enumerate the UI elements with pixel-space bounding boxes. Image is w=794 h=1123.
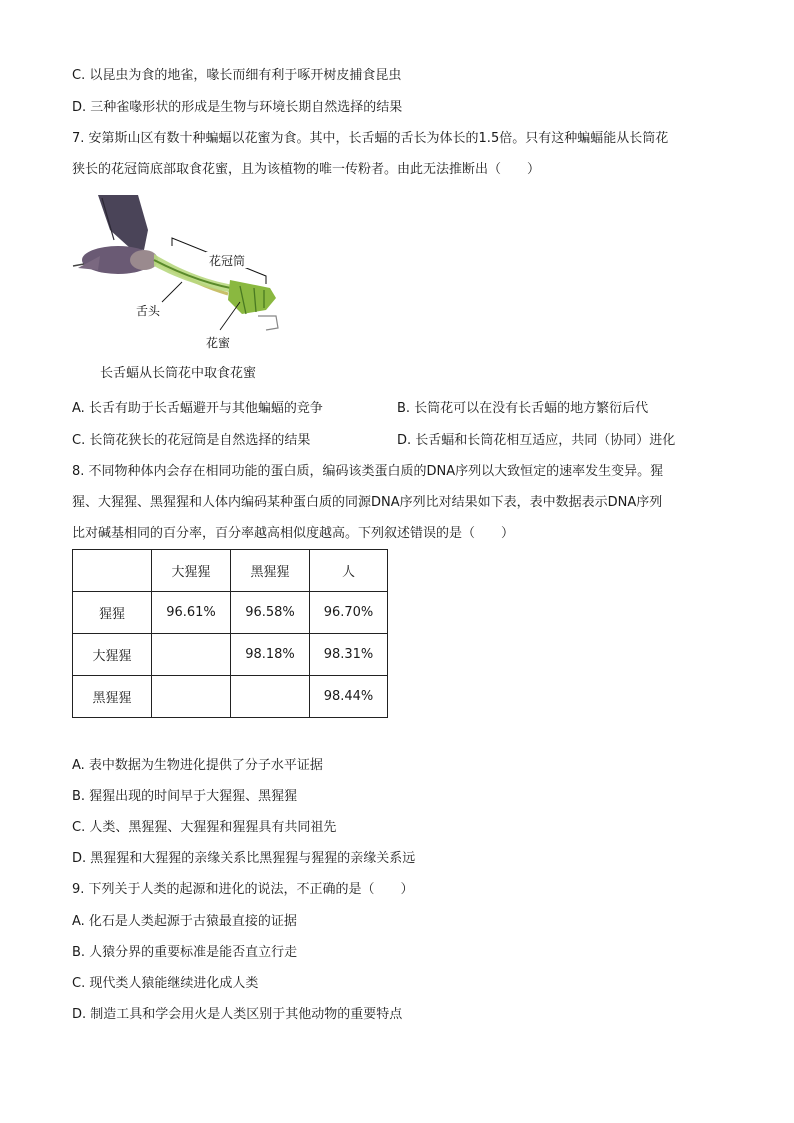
bat-flower-illustration — [70, 190, 290, 355]
table-cell: 98.31% — [310, 634, 388, 676]
q8-option-c: C. 人类、黑猩猩、大猩猩和猩猩具有共同祖先 — [72, 820, 337, 835]
q8-option-d: D. 黑猩猩和大猩猩的亲缘关系比黑猩猩与猩猩的亲缘关系远 — [72, 851, 416, 866]
q7-option-a: A. 长舌有助于长舌蝠避开与其他蝙蝠的竞争 — [72, 401, 323, 416]
q7-option-d: D. 长舌蝠和长筒花相互适应，共同（协同）进化 — [397, 433, 676, 448]
q7-option-b: B. 长筒花可以在没有长舌蝠的地方繁衍后代 — [397, 401, 649, 416]
table-cell: 96.61% — [152, 592, 231, 634]
table-row — [73, 634, 388, 676]
table-header-cell: 大猩猩 — [152, 550, 231, 592]
label-nectar: 花蜜 — [206, 336, 231, 350]
table-cell — [152, 634, 231, 676]
table-header-cell: 人 — [310, 550, 388, 592]
q8-option-a: A. 表中数据为生物进化提供了分子水平证据 — [72, 758, 323, 773]
q6-option-c: C. 以昆虫为食的地雀，喙长而细有利于啄开树皮捕食昆虫 — [72, 68, 402, 83]
table-row — [73, 592, 388, 634]
table-header-cell — [73, 550, 152, 592]
table-cell: 98.44% — [310, 676, 388, 718]
q9-option-c: C. 现代类人猿能继续进化成人类 — [72, 976, 259, 991]
table-row-label: 大猩猩 — [73, 634, 152, 676]
q9-option-a: A. 化石是人类起源于古猿最直接的证据 — [72, 914, 297, 929]
table-cell — [231, 676, 310, 718]
q9-option-d: D. 制造工具和学会用火是人类区别于其他动物的重要特点 — [72, 1007, 403, 1022]
table-cell — [152, 676, 231, 718]
table-row-label: 黑猩猩 — [73, 676, 152, 718]
q7-stem-line1: 7. 安第斯山区有数十种蝙蝠以花蜜为食。其中，长舌蝠的舌长为体长的1.5倍。只有这种蝙蝠能从长筒花 — [72, 131, 669, 146]
table-header-cell: 黑猩猩 — [231, 550, 310, 592]
q8-stem-line3: 比对碱基相同的百分率，百分率越高相似度越高。下列叙述错误的是（ ） — [72, 526, 515, 541]
table-row — [73, 676, 388, 718]
dna-similarity-table — [72, 549, 388, 718]
figure-caption: 长舌蝠从长筒花中取食花蜜 — [100, 366, 257, 381]
q8-stem-line2: 猩、大猩猩、黑猩猩和人体内编码某种蛋白质的同源DNA序列比对结果如下表，表中数据表示DNA序列 — [72, 495, 663, 510]
label-corolla-tube: 花冠筒 — [209, 254, 246, 268]
table-cell: 96.70% — [310, 592, 388, 634]
q7-stem-line2: 狭长的花冠筒底部取食花蜜，且为该植物的唯一传粉者。由此无法推断出（ ） — [72, 162, 541, 177]
label-tongue: 舌头 — [136, 304, 161, 318]
table-cell: 98.18% — [231, 634, 310, 676]
q9-stem: 9. 下列关于人类的起源和进化的说法，不正确的是（ ） — [72, 882, 414, 897]
bat-flower-figure — [70, 190, 290, 355]
table-row-label: 猩猩 — [73, 592, 152, 634]
q9-option-b: B. 人猿分界的重要标准是能否直立行走 — [72, 945, 298, 960]
q7-option-c: C. 长筒花狭长的花冠筒是自然选择的结果 — [72, 433, 311, 448]
table-cell: 96.58% — [231, 592, 310, 634]
q8-stem-line1: 8. 不同物种体内会存在相同功能的蛋白质，编码该类蛋白质的DNA序列以大致恒定的速率发生变异。猩 — [72, 464, 664, 479]
table-header-row — [73, 550, 388, 592]
q8-option-b: B. 猩猩出现的时间早于大猩猩、黑猩猩 — [72, 789, 298, 804]
q6-option-d: D. 三种雀喙形状的形成是生物与环境长期自然选择的结果 — [72, 100, 403, 115]
